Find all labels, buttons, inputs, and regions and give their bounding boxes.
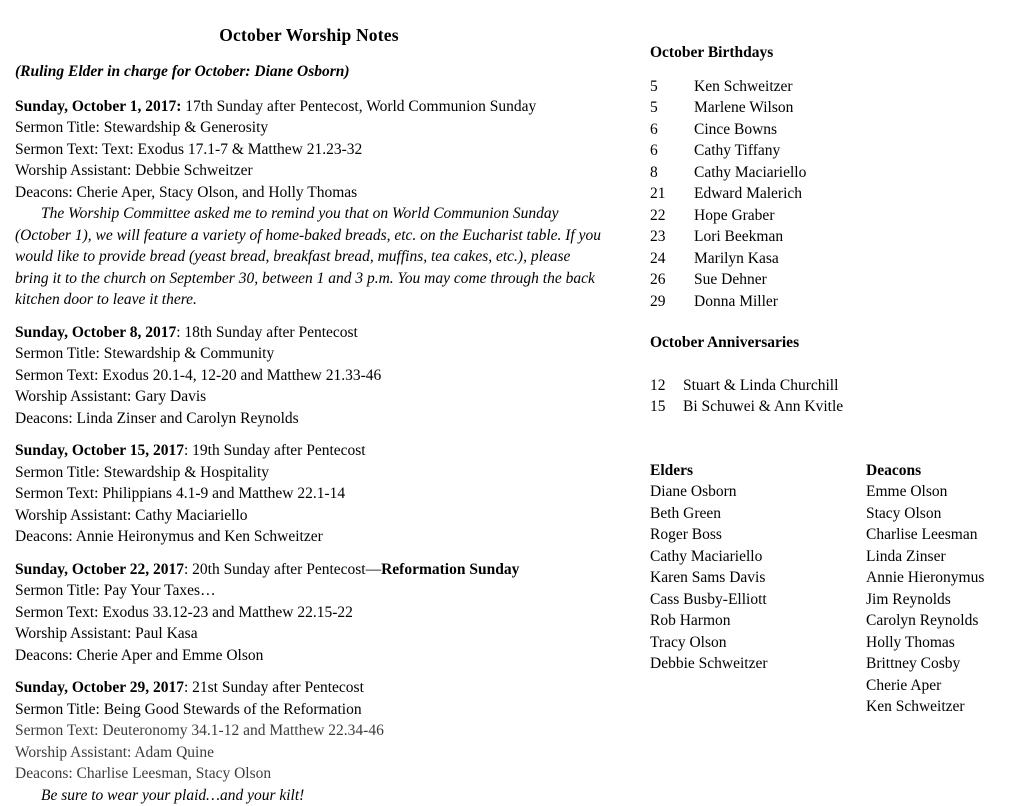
service-block-oct-22 — [15, 559, 603, 667]
deacons-line: Deacons: Annie Heironymus and Ken Schweitzer — [15, 526, 603, 548]
service-block-oct-15 — [15, 440, 603, 548]
birthday-name: Cince Bowns — [694, 121, 777, 138]
kilt-note: Be sure to wear your plaid…and your kilt! — [15, 785, 603, 806]
birthday-name: Donna Miller — [694, 293, 778, 310]
birthday-item — [650, 248, 1012, 270]
service-date: Sunday, October 8, 2017 — [15, 324, 176, 341]
birthday-item — [650, 162, 1012, 184]
sermon-title-line: Sermon Title: Being Good Stewards of the Reformation — [15, 699, 603, 721]
elder-name: Diane Osborn — [650, 481, 866, 503]
birthday-day: 6 — [650, 140, 694, 162]
elder-name: Roger Boss — [650, 524, 866, 546]
service-block-oct-1 — [15, 96, 603, 311]
sermon-title-line: Sermon Title: Stewardship & Community — [15, 343, 603, 365]
birthday-item — [650, 183, 1012, 205]
birthday-day: 5 — [650, 97, 694, 119]
service-heading — [15, 322, 603, 344]
birthday-day: 21 — [650, 183, 694, 205]
birthday-item — [650, 226, 1012, 248]
birthday-name: Lori Beekman — [694, 228, 783, 245]
birthday-day: 26 — [650, 269, 694, 291]
elder-name: Tracy Olson — [650, 632, 866, 654]
deacon-name: Charlise Leesman — [866, 524, 984, 546]
reformation-sunday-label: Reformation Sunday — [381, 561, 519, 578]
sermon-text-line: Sermon Text: Exodus 20.1-4, 12-20 and Matthew 21.33-46 — [15, 365, 603, 387]
roster-column — [650, 14, 1012, 790]
elders-heading: Elders — [650, 460, 866, 482]
sermon-text-line: Sermon Text: Deuteronomy 34.1-12 and Matthew 22.34-46 — [15, 720, 603, 742]
birthday-name: Edward Malerich — [694, 185, 802, 202]
deacons-line: Deacons: Charlise Leesman, Stacy Olson — [15, 763, 603, 785]
deacon-name: Carolyn Reynolds — [866, 610, 984, 632]
elder-name: Cass Busby-Elliott — [650, 589, 866, 611]
sermon-text-line: Sermon Text: Exodus 33.12-23 and Matthew 22.15-22 — [15, 602, 603, 624]
anniversary-day: 15 — [650, 396, 683, 418]
birthday-name: Hope Graber — [694, 207, 774, 224]
birthday-name: Cathy Maciariello — [694, 164, 806, 181]
service-heading — [15, 96, 603, 118]
service-heading — [15, 440, 603, 462]
service-subtitle: 17th Sunday after Pentecost, World Communion Sunday — [181, 98, 536, 115]
service-date: Sunday, October 29, 2017 — [15, 679, 184, 696]
elder-name: Rob Harmon — [650, 610, 866, 632]
deacon-name: Cherie Aper — [866, 675, 984, 697]
birthday-day: 6 — [650, 119, 694, 141]
deacon-name: Ken Schweitzer — [866, 696, 984, 718]
deacon-name: Emme Olson — [866, 481, 984, 503]
deacon-name: Stacy Olson — [866, 503, 984, 525]
elder-name: Debbie Schweitzer — [650, 653, 866, 675]
birthday-name: Cathy Tiffany — [694, 142, 780, 159]
birthdays-list — [650, 76, 1012, 313]
birthday-item — [650, 269, 1012, 291]
birthday-day: 24 — [650, 248, 694, 270]
birthday-day: 5 — [650, 76, 694, 98]
worship-notes-column — [15, 14, 603, 790]
birthday-day: 23 — [650, 226, 694, 248]
officers-section — [650, 460, 1012, 718]
elders-list — [650, 460, 866, 718]
worship-assistant-line: Worship Assistant: Adam Quine — [15, 742, 603, 764]
worship-assistant-line: Worship Assistant: Paul Kasa — [15, 623, 603, 645]
sermon-text-line: Sermon Text: Philippians 4.1-9 and Matthew 22.1-14 — [15, 483, 603, 505]
worship-assistant-line: Worship Assistant: Debbie Schweitzer — [15, 160, 603, 182]
anniversary-names: Stuart & Linda Churchill — [683, 377, 838, 394]
page-title: October Worship Notes — [15, 24, 603, 46]
service-block-oct-8 — [15, 322, 603, 430]
birthday-name: Marilyn Kasa — [694, 250, 779, 267]
service-date: Sunday, October 15, 2017 — [15, 442, 184, 459]
birthday-name: Sue Dehner — [694, 271, 767, 288]
worship-assistant-line: Worship Assistant: Cathy Maciariello — [15, 505, 603, 527]
service-date: Sunday, October 22, 2017 — [15, 561, 184, 578]
service-subtitle: : 21st Sunday after Pentecost — [184, 679, 364, 696]
deacon-name: Brittney Cosby — [866, 653, 984, 675]
sermon-title-line: Sermon Title: Stewardship & Generosity — [15, 117, 603, 139]
service-block-oct-29 — [15, 677, 603, 806]
birthday-item — [650, 76, 1012, 98]
birthday-name: Marlene Wilson — [694, 99, 793, 116]
deacon-name: Linda Zinser — [866, 546, 984, 568]
birthday-name: Ken Schweitzer — [694, 78, 793, 95]
birthday-item — [650, 291, 1012, 313]
birthday-item — [650, 97, 1012, 119]
sermon-text-line: Sermon Text: Text: Exodus 17.1-7 & Matthew 21.23-32 — [15, 139, 603, 161]
deacons-line: Deacons: Cherie Aper, Stacy Olson, and Holly Thomas — [15, 182, 603, 204]
anniversary-item — [650, 375, 1012, 397]
anniversary-names: Bi Schuwei & Ann Kvitle — [683, 398, 843, 415]
deacons-list — [866, 460, 984, 718]
service-subtitle: : 19th Sunday after Pentecost — [184, 442, 366, 459]
elder-name: Karen Sams Davis — [650, 567, 866, 589]
anniversaries-heading: October Anniversaries — [650, 332, 1012, 354]
birthday-item — [650, 205, 1012, 227]
service-heading — [15, 677, 603, 699]
birthday-day: 29 — [650, 291, 694, 313]
worship-assistant-line: Worship Assistant: Gary Davis — [15, 386, 603, 408]
service-heading — [15, 559, 603, 581]
birthday-day: 8 — [650, 162, 694, 184]
birthdays-heading: October Birthdays — [650, 42, 1012, 64]
ruling-elder-note: (Ruling Elder in charge for October: Diane Osborn) — [15, 61, 603, 83]
service-date: Sunday, October 1, 2017: — [15, 98, 181, 115]
service-subtitle: : 20th Sunday after Pentecost— — [184, 561, 381, 578]
anniversary-item — [650, 396, 1012, 418]
deacon-name: Annie Hieronymus — [866, 567, 984, 589]
deacons-line: Deacons: Cherie Aper and Emme Olson — [15, 645, 603, 667]
sermon-title-line: Sermon Title: Pay Your Taxes… — [15, 580, 603, 602]
service-subtitle: : 18th Sunday after Pentecost — [176, 324, 358, 341]
anniversary-day: 12 — [650, 375, 683, 397]
birthday-item — [650, 119, 1012, 141]
elder-name: Beth Green — [650, 503, 866, 525]
elder-name: Cathy Maciariello — [650, 546, 866, 568]
deacon-name: Holly Thomas — [866, 632, 984, 654]
deacons-line: Deacons: Linda Zinser and Carolyn Reynolds — [15, 408, 603, 430]
birthday-day: 22 — [650, 205, 694, 227]
deacons-heading: Deacons — [866, 460, 984, 482]
communion-bread-note: The Worship Committee asked me to remind you that on World Communion Sunday (October 1), we will feature a variety of home-baked breads, etc. on the Eucharist table. If you would like to provide bread (yeast bread, breakfast bread, muffins, tea cakes, etc.), please bring it to the church on September 30, between 1 and 3 p.m. You may come through the back kitchen door to leave it there. — [15, 203, 603, 311]
birthday-item — [650, 140, 1012, 162]
sermon-title-line: Sermon Title: Stewardship & Hospitality — [15, 462, 603, 484]
deacon-name: Jim Reynolds — [866, 589, 984, 611]
anniversaries-list — [650, 375, 1012, 418]
